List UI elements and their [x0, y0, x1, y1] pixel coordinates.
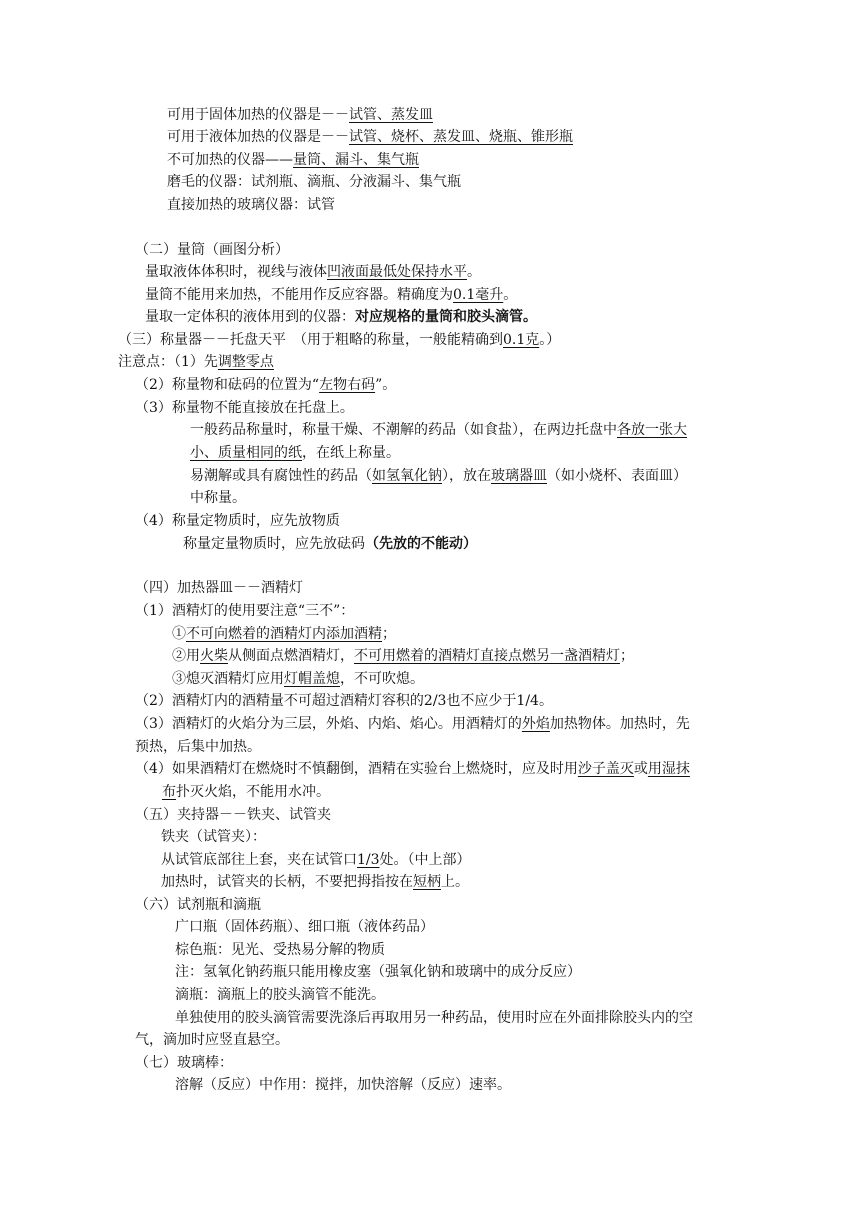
text-line — [135, 805, 331, 825]
text-line — [190, 488, 246, 508]
text-segment: 量筒不能用来加热，不能用作反应容器。精确度为 — [145, 287, 453, 303]
text-segment: 气，滴加时应竖直悬空。 — [135, 1032, 289, 1048]
text-segment: 量取一定体积的液体用到的仪器： — [145, 309, 355, 325]
text-line — [167, 150, 419, 170]
text-line — [190, 420, 687, 440]
text-line — [172, 624, 396, 644]
text-segment: 。 — [467, 264, 481, 280]
text-line — [167, 127, 573, 147]
underlined-text: 短柄 — [413, 874, 441, 890]
text-line — [118, 330, 560, 350]
text-segment: 一般药品称量时，称量干燥、不潮解的药品（如食盐），在两边托盘中 — [190, 422, 617, 438]
text-line — [175, 1075, 511, 1095]
text-line — [162, 782, 330, 802]
text-segment: （六）试剂瓶和滴瓶 — [135, 897, 261, 913]
text-segment: 单独使用的胶头滴管需要洗涤后再取用另一种药品，使用时应在外面排除胶头内的空 — [175, 1010, 693, 1026]
text-line — [145, 285, 517, 305]
underlined-text: 凹液面最低处保持水平 — [327, 264, 467, 280]
text-line — [135, 737, 261, 757]
text-segment: ① — [172, 626, 186, 642]
text-segment: 。 — [503, 287, 518, 303]
text-segment: 称量定量物质时，应先放砝码 — [183, 536, 365, 552]
text-line — [135, 895, 261, 915]
text-line — [167, 195, 335, 215]
text-segment: ②用 — [172, 648, 200, 664]
text-segment: ”。 — [375, 377, 397, 393]
text-line — [135, 511, 340, 531]
text-segment: 直接加热的玻璃仪器：试管 — [167, 197, 335, 213]
text-line — [135, 375, 396, 395]
text-line — [135, 601, 354, 621]
text-segment: （如小烧杯、表面皿） — [547, 468, 687, 484]
text-segment: 加热时，试管夹的长柄，不要把拇指按在 — [161, 874, 413, 890]
underlined-text: 灯帽盖熄 — [284, 671, 340, 687]
underlined-text: 不可向燃着的酒精灯内添加酒精 — [186, 626, 382, 642]
text-segment: （二）量筒（画图分析） — [135, 242, 289, 258]
text-segment: ），放在 — [442, 468, 491, 484]
text-line — [190, 443, 400, 463]
text-segment: 从侧面点燃酒精灯， — [228, 648, 354, 664]
underlined-text: 如氢氧化钠 — [372, 468, 442, 484]
text-segment: 棕色瓶：见光、受热易分解的物质 — [175, 942, 385, 958]
text-segment: 中称量。 — [190, 490, 246, 506]
text-segment: 注意点：（1）先 — [118, 354, 218, 370]
text-line — [145, 262, 481, 282]
text-line — [135, 759, 690, 779]
text-line — [161, 872, 469, 892]
text-line — [175, 940, 385, 960]
text-segment: ，在纸上称量。 — [302, 445, 400, 461]
text-segment: （3）称量物不能直接放在托盘上。 — [135, 400, 354, 416]
text-segment: 铁夹（试管夹）： — [161, 829, 266, 845]
text-segment: （4）称量定物质时，应先放物质 — [135, 513, 340, 529]
text-line — [175, 917, 434, 937]
underlined-text: 0.1毫升 — [453, 287, 504, 303]
text-segment: 广口瓶（固体药瓶）、细口瓶（液体药品） — [175, 919, 434, 935]
underlined-text: 沙子盖灭 — [577, 761, 634, 777]
text-segment: 处。（中上部） — [379, 852, 471, 868]
text-line — [175, 1008, 693, 1028]
text-segment: 上。 — [441, 874, 469, 890]
underlined-text: 外焰 — [521, 716, 550, 732]
text-line — [135, 578, 303, 598]
underlined-text: 调整零点 — [217, 354, 274, 370]
text-segment: 。） — [539, 332, 561, 348]
text-line — [175, 985, 385, 1005]
text-segment: （2）酒精灯内的酒精量不可超过酒精灯容积的2/3也不应少于1/4。 — [135, 693, 553, 709]
underlined-text: 量筒、漏斗、集气瓶 — [293, 152, 419, 168]
text-segment: 注：氢氧化钠药瓶只能用橡皮塞（强氧化钠和玻璃中的成分反应） — [175, 964, 581, 980]
underlined-text: 用湿抹 — [647, 761, 690, 777]
text-segment: ，不可吹熄。 — [340, 671, 424, 687]
text-line — [135, 240, 289, 260]
text-line — [183, 534, 477, 554]
underlined-text: 不可用燃着的酒精灯直接点燃另一盏酒精灯 — [354, 648, 620, 664]
text-segment: 溶解（反应）中作用：搅拌，加快溶解（反应）速率。 — [175, 1077, 511, 1093]
text-segment: 或 — [633, 761, 648, 777]
underlined-text: 各放一张大 — [617, 422, 687, 438]
text-segment: （1）酒精灯的使用要注意“三不”： — [135, 603, 355, 619]
text-segment: 磨毛的仪器：试剂瓶、滴瓶、分液漏斗、集气瓶 — [167, 174, 461, 190]
text-segment: 扑灭火焰，不能用水冲。 — [176, 784, 330, 800]
text-line — [135, 398, 354, 418]
text-line — [190, 466, 687, 486]
text-line — [167, 105, 433, 125]
text-segment: （2）称量物和砝码的位置为“ — [135, 377, 320, 393]
text-segment: 预热，后集中加热。 — [135, 739, 261, 755]
text-line — [161, 850, 471, 870]
text-segment: （四）加热器皿－－酒精灯 — [135, 580, 303, 596]
text-segment: （4）如果酒精灯在燃烧时不慎翻倒，酒精在实验台上燃烧时，应及时用 — [135, 761, 578, 777]
underlined-text: 试管、蒸发皿 — [349, 107, 433, 123]
text-segment: （七）玻璃棒： — [135, 1055, 233, 1071]
text-segment: 加热物体。加热时，先 — [549, 716, 690, 732]
bold-text: （先放的不能动） — [365, 536, 477, 552]
text-line — [175, 962, 581, 982]
underlined-text: 1/3 — [357, 852, 380, 868]
underlined-text: 左物右码 — [319, 377, 376, 393]
text-segment: 量取液体体积时，视线与液体 — [145, 264, 327, 280]
underlined-text: 试管、烧杯、蒸发皿、烧瓶、锥形瓶 — [349, 129, 573, 145]
text-segment: 滴瓶：滴瓶上的胶头滴管不能洗。 — [175, 987, 385, 1003]
text-line — [161, 827, 266, 847]
text-segment: ； — [382, 626, 396, 642]
text-line — [118, 352, 274, 372]
text-segment: （三）称量器－－托盘天平 （用于粗略的称量，一般能精确到 — [118, 332, 503, 348]
bold-text: 对应规格的量筒和胶头滴管。 — [355, 309, 537, 325]
text-segment: （五）夹持器－－铁夹、试管夹 — [135, 807, 331, 823]
text-line — [145, 307, 537, 327]
text-line — [135, 691, 553, 711]
text-line — [135, 1030, 289, 1050]
underlined-text: 火柴 — [200, 648, 228, 664]
text-segment: 可用于固体加热的仪器是－－ — [167, 107, 349, 123]
text-segment: 从试管底部往上套，夹在试管口 — [161, 852, 357, 868]
underlined-text: 玻璃器皿 — [491, 468, 547, 484]
text-line — [135, 1053, 233, 1073]
text-line — [172, 646, 634, 666]
underlined-text: 布 — [162, 784, 176, 800]
text-segment: ③熄灭酒精灯应用 — [172, 671, 284, 687]
text-segment: 不可加热的仪器—— — [167, 152, 293, 168]
text-segment: 易潮解或具有腐蚀性的药品（ — [190, 468, 372, 484]
text-segment: ； — [620, 648, 634, 664]
underlined-text: 0.1克 — [503, 332, 540, 348]
text-line — [135, 714, 690, 734]
text-line — [167, 172, 461, 192]
text-line — [172, 669, 424, 689]
text-segment: （3）酒精灯的火焰分为三层，外焰、内焰、焰心。用酒精灯的 — [135, 716, 522, 732]
underlined-text: 小、质量相同的纸 — [190, 445, 302, 461]
text-segment: 可用于液体加热的仪器是－－ — [167, 129, 349, 145]
